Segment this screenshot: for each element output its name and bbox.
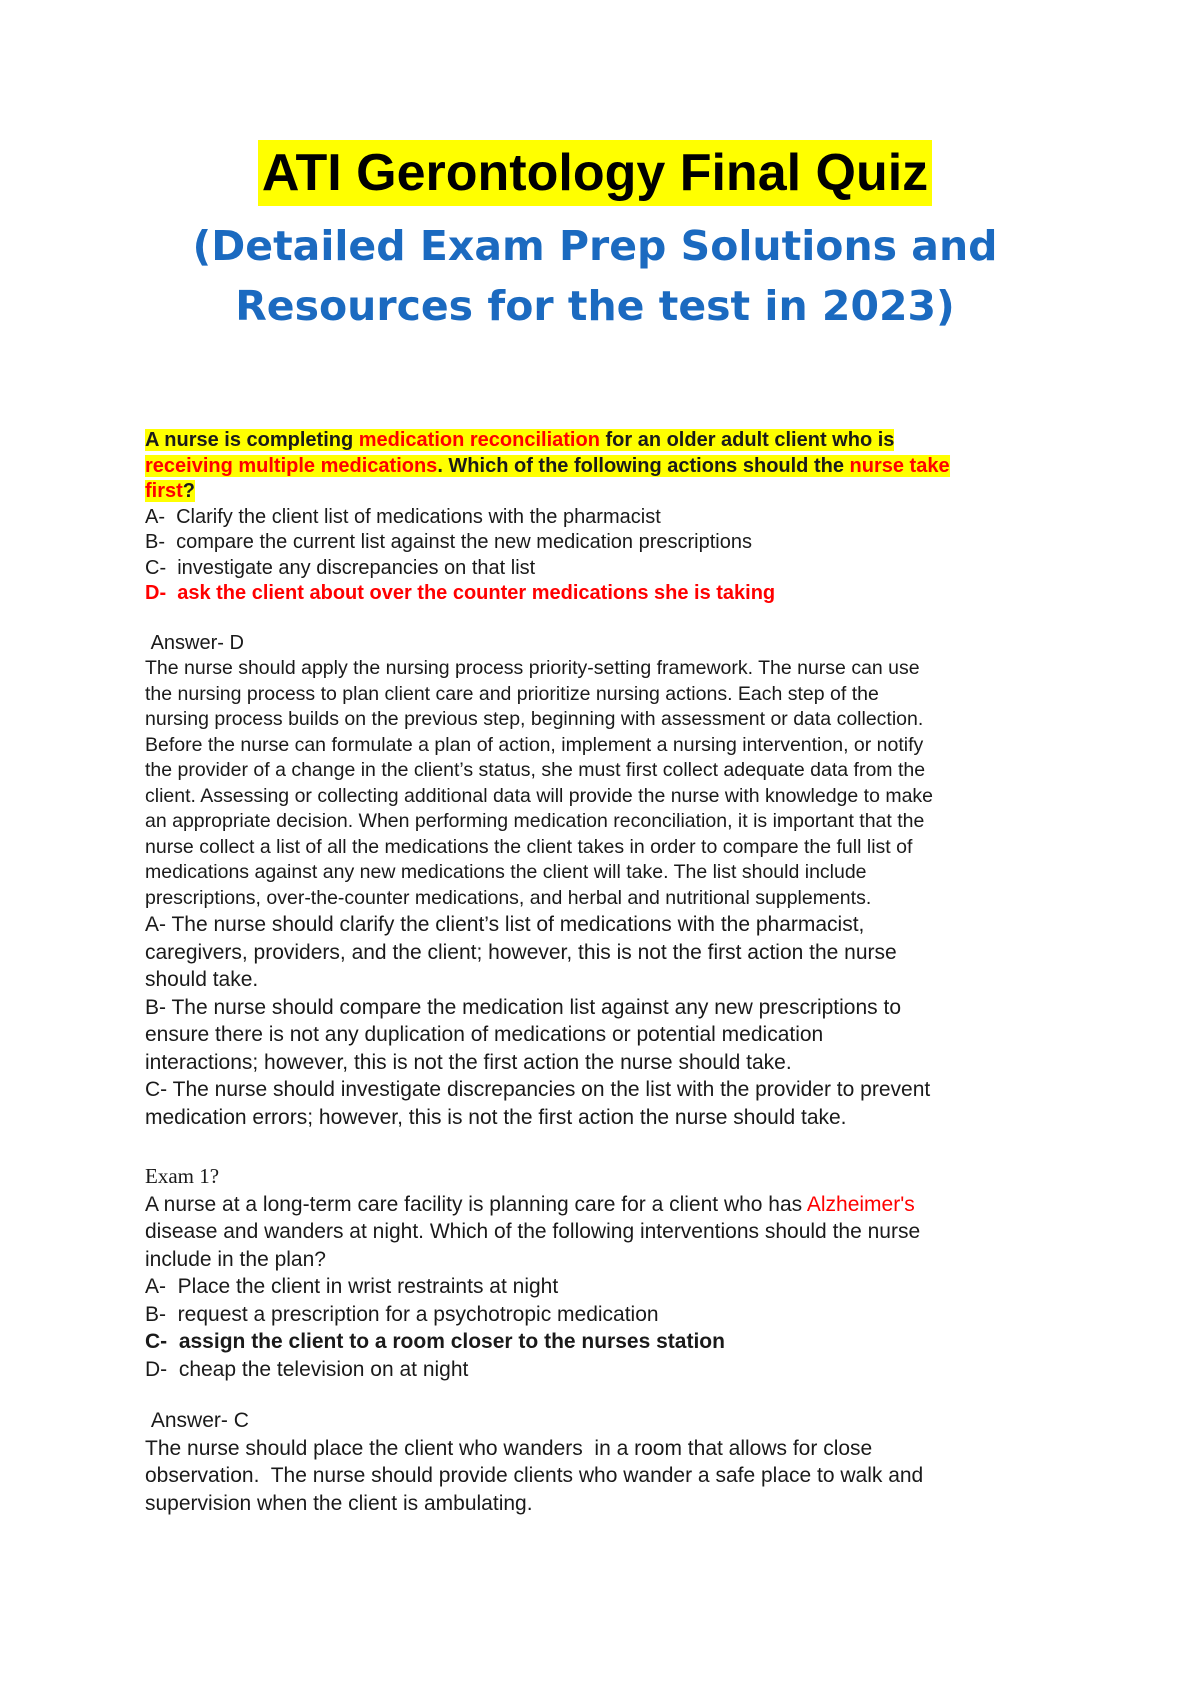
q1-explanation-line: medications against any new medications the client will take. The list should include <box>145 861 867 883</box>
q1-rationale-line: B- The nurse should compare the medication list against any new prescriptions to <box>145 995 902 1019</box>
q1-explanation-line: the nursing process to plan client care and prioritize nursing actions. Each step of the <box>145 682 879 705</box>
q1-stem-text: . Which of the following actions should the <box>437 454 850 477</box>
q1-explanation-line: Before the nurse can formulate a plan of action, implement a nursing intervention, or notify <box>145 733 924 756</box>
q2-option-a: A- Place the client in wrist restraints at night <box>145 1275 559 1298</box>
q1-rationale-line: C- The nurse should investigate discrepancies on the list with the provider to prevent <box>145 1078 931 1101</box>
q1-rationale-line: should take. <box>145 968 259 991</box>
q2-stem-text: A nurse at a long-term care facility is planning care for a client who has <box>145 1192 807 1216</box>
q1-explanation-line: nurse collect a list of all the medications the client takes in order to compare the full list of <box>145 835 913 858</box>
q1-rationale-line: interactions; however, this is not the first action the nurse should take. <box>145 1050 792 1074</box>
question-1 <box>145 428 1065 1131</box>
q2-heading: Exam 1? <box>145 1164 220 1188</box>
q1-rationale-line: ensure there is not any duplication of medications or potential medication <box>145 1023 824 1046</box>
q1-stem-line-2 <box>145 454 1065 480</box>
q2-answer: Answer- C <box>145 1409 249 1432</box>
document-subtitle <box>0 216 1190 336</box>
q2-stem-line-1 <box>145 1191 1065 1219</box>
title-block <box>0 140 1190 206</box>
q1-explanation-line: nursing process builds on the previous step, beginning with assessment or data collection. <box>145 708 924 730</box>
q1-stem-highlight: medication reconciliation <box>358 429 600 451</box>
q1-rationale-line: medication errors; however, this is not the first action the nurse should take. <box>145 1105 847 1129</box>
q2-option-b: B- request a prescription for a psychotropic medication <box>145 1302 659 1326</box>
q1-option-c: C- investigate any discrepancies on that list <box>145 556 536 579</box>
q1-option-a: A- Clarify the client list of medications with the pharmacist <box>145 505 661 528</box>
q2-stem-line-3: include in the plan? <box>145 1247 326 1271</box>
q1-rationale-line: caregivers, providers, and the client; however, this is not the first action the nurse <box>145 940 897 964</box>
q1-rationale-line: A- The nurse should clarify the client’s list of medications with the pharmacist, <box>145 913 865 936</box>
q1-stem-line-1 <box>145 428 1065 454</box>
q2-option-c-correct: C- assign the client to a room closer to the nurses station <box>145 1330 725 1353</box>
document-title: ATI Gerontology Final Quiz <box>258 140 932 206</box>
q2-explanation-line: observation. The nurse should provide clients who wander a safe place to walk and <box>145 1464 924 1487</box>
subtitle-line-1: (Detailed Exam Prep Solutions and <box>192 222 998 270</box>
q1-option-b: B- compare the current list against the new medication prescriptions <box>145 531 752 553</box>
q2-stem-highlight: Alzheimer's <box>806 1192 915 1216</box>
q1-stem-highlight: first <box>145 480 183 502</box>
subtitle-line-2: Resources for the test in 2023) <box>235 282 955 330</box>
q2-stem-line-2: disease and wanders at night. Which of the following interventions should the nurse <box>145 1220 921 1243</box>
q1-explanation-line: prescriptions, over-the-counter medications, and herbal and nutritional supplements. <box>145 886 872 909</box>
q1-explanation-line: client. Assessing or collecting additional data will provide the nurse with knowledge to make <box>145 784 934 807</box>
q1-option-d-correct: D- ask the client about over the counter medications she is taking <box>145 582 776 604</box>
q1-stem-line-3 <box>145 479 1065 505</box>
q1-answer: Answer- D <box>145 631 244 654</box>
q2-option-d: D- cheap the television on at night <box>145 1357 469 1381</box>
q1-explanation-line: an appropriate decision. When performing medication reconciliation, it is important that the <box>145 810 925 832</box>
q2-explanation-line: The nurse should place the client who wanders in a room that allows for close <box>145 1436 873 1460</box>
q2-explanation-line: supervision when the client is ambulating. <box>145 1491 533 1515</box>
q1-stem-highlight: nurse take <box>849 454 950 477</box>
question-2 <box>145 1163 1065 1517</box>
q1-stem-text: for an older adult client who is <box>599 429 895 451</box>
q1-explanation-line: the provider of a change in the client’s status, she must first collect adequate data from the <box>145 759 926 781</box>
q1-stem-text: ? <box>182 480 196 502</box>
q1-explanation-line: The nurse should apply the nursing process priority-setting framework. The nurse can use <box>145 657 920 679</box>
q1-stem-highlight: receiving multiple medications <box>145 454 438 477</box>
q1-stem-text: A nurse is completing <box>145 429 359 451</box>
